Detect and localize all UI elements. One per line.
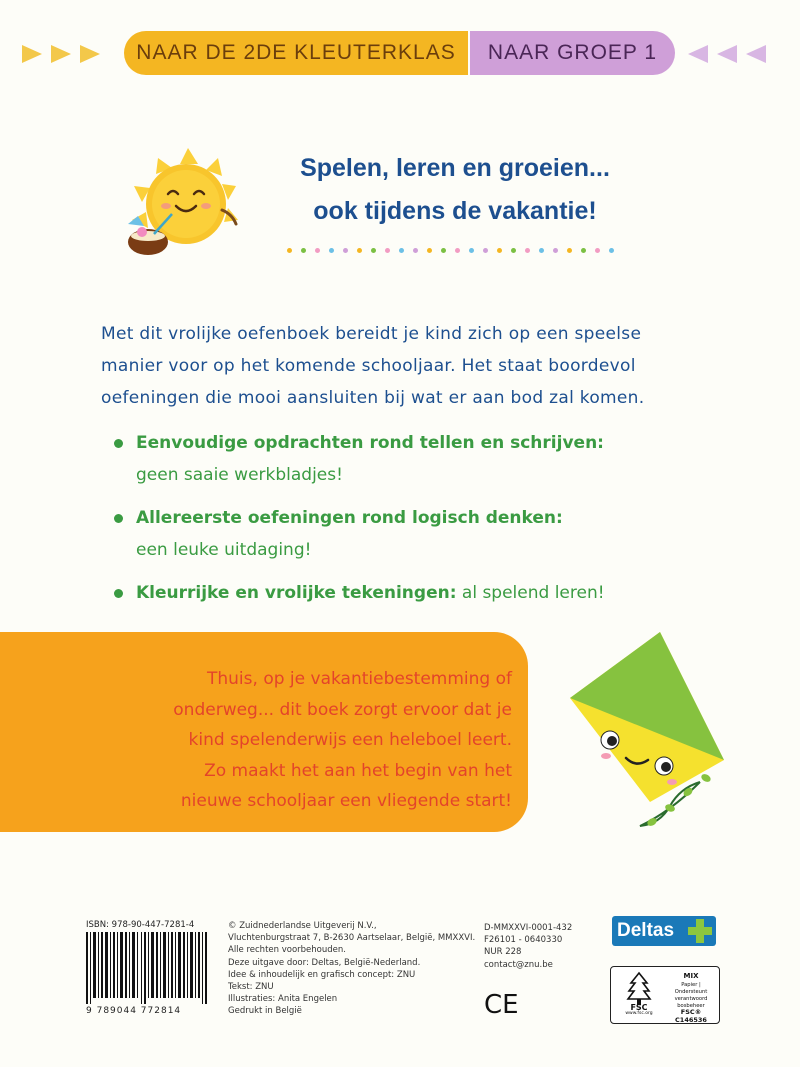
- headline-line-2: ook tijdens de vakantie!: [313, 197, 597, 225]
- ce-mark-icon: CE: [484, 990, 519, 1020]
- highlight-line: Zo maakt het aan het begin van het: [204, 760, 512, 781]
- feature-item: [114, 577, 734, 609]
- highlight-line: kind spelenderwijs een heleboel leert.: [188, 730, 512, 750]
- grade-banner-belgium: NAAR DE 2DE KLEUTERKLAS: [124, 31, 468, 75]
- barcode-icon: [86, 920, 208, 1010]
- colophon: [228, 920, 475, 1018]
- intro-paragraph: Met dit vrolijke oefenboek bereidt je kind zich op een speelse manier voor op het komende schooljaar. Het staat boordevol oefeningen die mooi aansluiten bij wat er aan bod zal komen.: [101, 324, 645, 408]
- feature-note: al spelend leren!: [461, 583, 605, 603]
- right-triangles: [688, 45, 766, 63]
- deltas-logo-icon: [612, 916, 716, 946]
- bullet-dot: [114, 514, 123, 523]
- highlight-line: onderweg... dit boek zorgt ervoor dat je: [173, 699, 512, 720]
- highlight-line: Thuis, op je vakantiebestemming of: [207, 669, 512, 689]
- fsc-url: www.fsc.org: [625, 1011, 653, 1016]
- bullet-dot: [114, 439, 123, 448]
- colophon-line: © Zuidnederlandse Uitgeverij N.V.,: [228, 921, 377, 931]
- colophon-line: Gedrukt in België: [228, 1006, 302, 1017]
- highlight-line: nieuwe schooljaar een vliegende start!: [180, 791, 512, 811]
- publisher-name: Deltas: [617, 920, 675, 941]
- code-line: NUR 228: [484, 947, 522, 958]
- isbn-text: ISBN: 978-90-447-7281-4: [86, 920, 195, 930]
- grade-banner-netherlands: NAAR GROEP 1: [470, 31, 675, 75]
- fsc-subtitle: Papier | Ondersteunt verantwoord bosbeheer: [674, 982, 708, 1009]
- colophon-line: Tekst: ZNU: [228, 982, 274, 993]
- plus-icon: [688, 919, 712, 943]
- code-line: D-MMXXVI-0001-432: [484, 923, 573, 933]
- colophon-line: Deze uitgave door: Deltas, België-Nederland.: [228, 957, 421, 968]
- dotted-divider: [287, 248, 614, 253]
- colophon-line: Idee & inhoudelijk en grafisch concept: ZNU: [228, 969, 416, 980]
- highlight-text: [150, 664, 512, 817]
- headline-line-1: Spelen, leren en groeien...: [300, 154, 610, 182]
- sun-mascot-icon: [118, 140, 248, 265]
- fsc-label: MIX: [683, 972, 699, 980]
- fsc-brand: FSC: [630, 1003, 648, 1012]
- barcode-number: 9 789044 772814: [86, 1006, 182, 1016]
- feature-title: Kleurrijke en vrolijke tekeningen:: [136, 583, 457, 603]
- contact-email: contact@znu.be: [484, 959, 553, 970]
- kite-mascot-icon: [560, 632, 740, 847]
- colophon-line: Vluchtenburgstraat 7, B-2630 Aartselaar, België, MMXXVI.: [228, 933, 476, 944]
- code-line: F26101 - 0640330: [484, 935, 563, 946]
- feature-item: [114, 427, 734, 491]
- feature-note: geen saaie werkbladjes!: [136, 465, 343, 485]
- publication-codes: [484, 922, 572, 971]
- colophon-line: Illustraties: Anita Engelen: [228, 994, 338, 1005]
- fsc-code: FSC® C146536: [675, 1008, 707, 1024]
- feature-list: [114, 427, 734, 620]
- colophon-line: Alle rechten voorbehouden.: [228, 945, 346, 956]
- feature-title: Eenvoudige opdrachten rond tellen en schrijven:: [136, 433, 604, 453]
- left-triangles: [22, 45, 100, 63]
- feature-item: [114, 502, 734, 566]
- fsc-logo-icon: [610, 966, 720, 1024]
- feature-title: Allereerste oefeningen rond logisch denken:: [136, 508, 563, 528]
- feature-note: een leuke uitdaging!: [136, 540, 312, 560]
- bullet-dot: [114, 589, 123, 598]
